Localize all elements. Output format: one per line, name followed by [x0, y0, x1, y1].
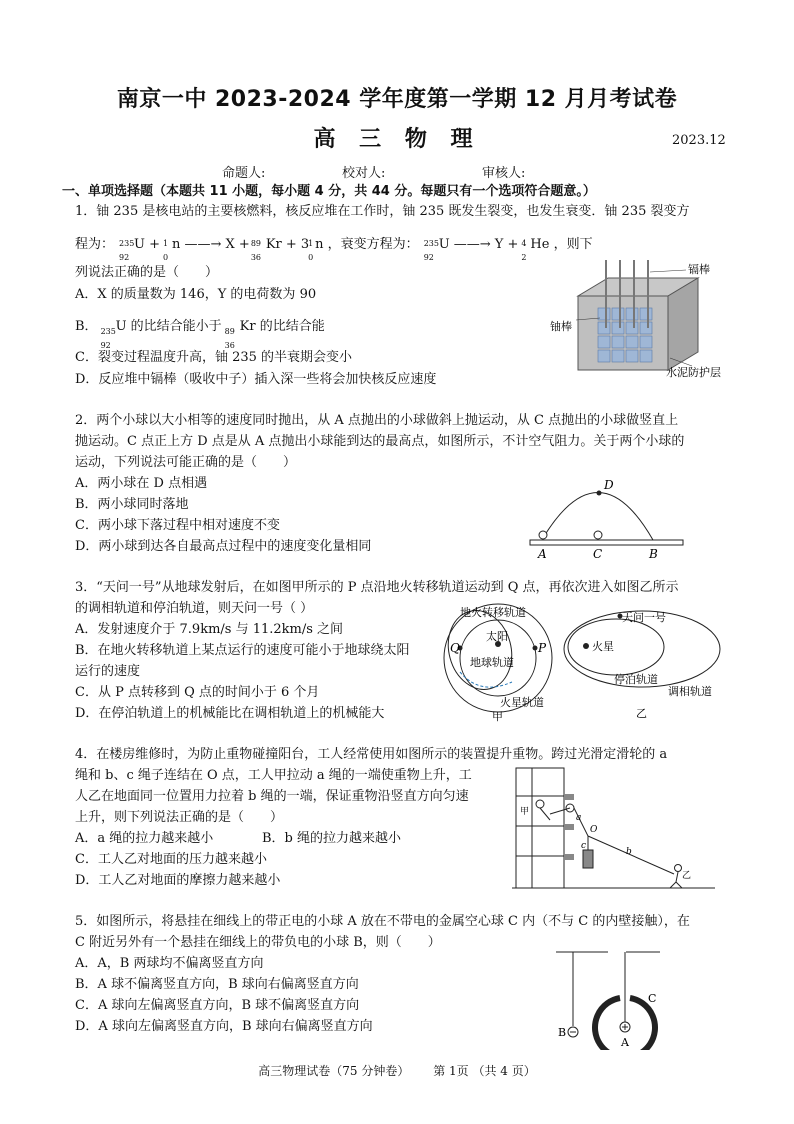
phasing-orbit-label: 调相轨道: [668, 685, 712, 698]
reactor-figure: [548, 258, 728, 378]
q5-option-b: B．A 球不偏离竖直方向，B 球向右偏离竖直方向: [75, 977, 359, 992]
point-a-label: A: [538, 547, 547, 560]
q2-option-c: C．两小球下落过程中相对速度不变: [75, 518, 280, 533]
ball-b-label: B: [558, 1026, 567, 1039]
exam-date: 2023.12: [672, 133, 726, 148]
electrostatics-figure: [548, 950, 668, 1050]
q4-line1: 4．在楼房维修时，为防止重物碰撞阳台，工人经常使用如图所示的装置提升重物。跨过光滑定滑轮的 a: [75, 747, 668, 762]
ball-a-label: A: [621, 1036, 629, 1049]
figure-jia-label: 甲: [492, 710, 503, 722]
point-d-label: D: [604, 478, 614, 492]
q3-option-d: D．在停泊轨道上的机械能比在调相轨道上的机械能大: [75, 706, 385, 721]
q3-option-b-line2: 运行的速度: [75, 664, 141, 679]
q2-line2: 抛运动。C 点正上方 D 点是从 A 点抛出小球能到达的最高点，如图所示，不计空气阻力。关于两个小球的: [75, 434, 685, 449]
q4-option-c: C．工人乙对地面的压力越来越小: [75, 852, 267, 867]
point-b-label: B: [649, 547, 658, 560]
q2-line3: 运动，下列说法可能正确的是（ ）: [75, 455, 297, 470]
q4-option-d: D．工人乙对地面的摩擦力越来越小: [75, 873, 281, 888]
concrete-shield-label: 水泥防护层: [666, 366, 721, 378]
parking-orbit-label: 停泊轨道: [614, 673, 658, 686]
uranium-rod-label: 铀棒: [550, 320, 572, 333]
q3-option-c: C．从 P 点转移到 Q 点的时间小于 6 个月: [75, 685, 320, 700]
section-heading: 一、单项选择题（本题共 11 小题，每小题 4 分，共 44 分。每题只有一个选项符合题意。）: [62, 184, 596, 199]
point-q-label: Q: [450, 641, 460, 655]
q2-option-b: B．两小球同时落地: [75, 497, 189, 512]
orbit-figure-jia: [440, 600, 560, 722]
q3-line1: 3．“天问一号”从地球发射后，在如图甲所示的 P 点沿地火转移轨道运动到 Q 点，再依次进入如图乙所示: [75, 580, 679, 595]
point-o-label: O: [590, 825, 598, 835]
setter-label: 命题人:: [222, 166, 266, 181]
q5-option-c: C．A 球向左偏离竖直方向，B 球不偏离竖直方向: [75, 998, 360, 1013]
mars-planet-label: 火星: [592, 640, 614, 653]
tianwen-label: 天问一号: [622, 611, 666, 624]
q3-line2: 的调相轨道和停泊轨道，则天问一号（ ）: [75, 601, 314, 616]
worker-yi-label: 乙: [682, 871, 692, 881]
mars-orbit-label: 火星轨道: [500, 696, 544, 709]
q1-option-d: D．反应堆中镉棒（吸收中子）插入深一些将会加快核反应速度: [75, 372, 437, 387]
transfer-orbit-label: 地火转移轨道: [460, 606, 526, 619]
q5-option-d: D．A 球向左偏离竖直方向，B 球向右偏离竖直方向: [75, 1019, 373, 1034]
q4-option-a: A．a 绳的拉力越来越小: [75, 831, 214, 846]
q3-option-a: A．发射速度介于 7.9km/s 与 11.2km/s 之间: [75, 622, 344, 637]
cadmium-rod-label: 镉棒: [688, 263, 710, 276]
point-c-label: C: [593, 547, 603, 560]
footer-page-number: 第 1页 （共 4 页）: [433, 1064, 536, 1078]
rope-c-label: c: [581, 841, 587, 851]
q1-equation: 程为： 235 92 U + 1 0 n ——→ X + 89 36 Kr + 3 1 0 n ，衰变方程为： 235 92 U ——→ Y + 4 2 He ，则下: [75, 237, 593, 262]
point-p-label: P: [538, 641, 547, 655]
q1-option-b: B． 235 92 U 的比结合能小于 89 36 Kr 的比结合能: [75, 319, 325, 350]
q4-line3: 人乙在地面同一位置用力拉着 b 绳的一端，保证重物沿竖直方向匀速: [75, 789, 469, 804]
q5-option-a: A．A，B 两球均不偏离竖直方向: [75, 956, 264, 971]
checker-label: 校对人:: [342, 166, 386, 181]
q4-line2: 绳和 b、c 绳子连结在 O 点，工人甲拉动 a 绳的一端使重物上升，工: [75, 768, 472, 783]
exam-subject: 高 三 物 理: [313, 127, 481, 152]
worker-jia-label: 甲: [520, 807, 530, 817]
footer-exam-info: 高三物理试卷（75 分钟卷）: [258, 1064, 410, 1078]
q1-line1: 1．铀 235 是核电站的主要核燃料，核反应堆在工作时，铀 235 既发生裂变，也发生衰变．铀 235 裂变方: [75, 204, 690, 219]
q2-option-d: D．两小球到达各自最高点过程中的速度变化量相同: [75, 539, 372, 554]
figure-yi-label: 乙: [636, 707, 647, 720]
shell-c-label: C: [648, 992, 657, 1005]
q1-option-c: C．裂变过程温度升高，铀 235 的半衰期会变小: [75, 350, 353, 365]
q5-line2: C 附近另外有一个悬挂在细线上的带负电的小球 B，则（ ）: [75, 935, 441, 950]
q2-line1: 2．两个小球以大小相等的速度同时抛出，从 A 点抛出的小球做斜上抛运动，从 C 点抛出的小球做竖直上: [75, 413, 679, 428]
sun-label: 太阳: [486, 630, 508, 643]
q4-option-b: B．b 绳的拉力越来越小: [262, 831, 402, 846]
q1-option-a: A．X 的质量数为 146，Y 的电荷数为 90: [75, 287, 317, 302]
q3-option-b-line1: B．在地火转移轨道上某点运行的速度可能小于地球绕太阳: [75, 643, 410, 658]
rope-a-label: a: [576, 813, 582, 823]
exam-title: 南京一中 2023-2024 学年度第一学期 12 月月考试卷: [116, 87, 678, 112]
projectile-figure: [525, 474, 690, 560]
q1-line3: 列说法正确的是（ ）: [75, 265, 219, 280]
orbit-figure-yi: [560, 603, 725, 721]
pulley-figure: [510, 764, 720, 892]
q5-line1: 5．如图所示，将悬挂在细线上的带正电的小球 A 放在不带电的金属空心球 C 内（不与 C 的内壁接触），在: [75, 914, 690, 929]
q2-option-a: A．两小球在 D 点相遇: [75, 476, 208, 491]
rope-b-label: b: [626, 847, 632, 857]
q4-line4: 上升，则下列说法正确的是（ ）: [75, 810, 284, 825]
earth-orbit-label: 地球轨道: [470, 656, 514, 669]
reviewer-label: 审核人:: [482, 166, 526, 181]
page-footer: [0, 1062, 794, 1079]
